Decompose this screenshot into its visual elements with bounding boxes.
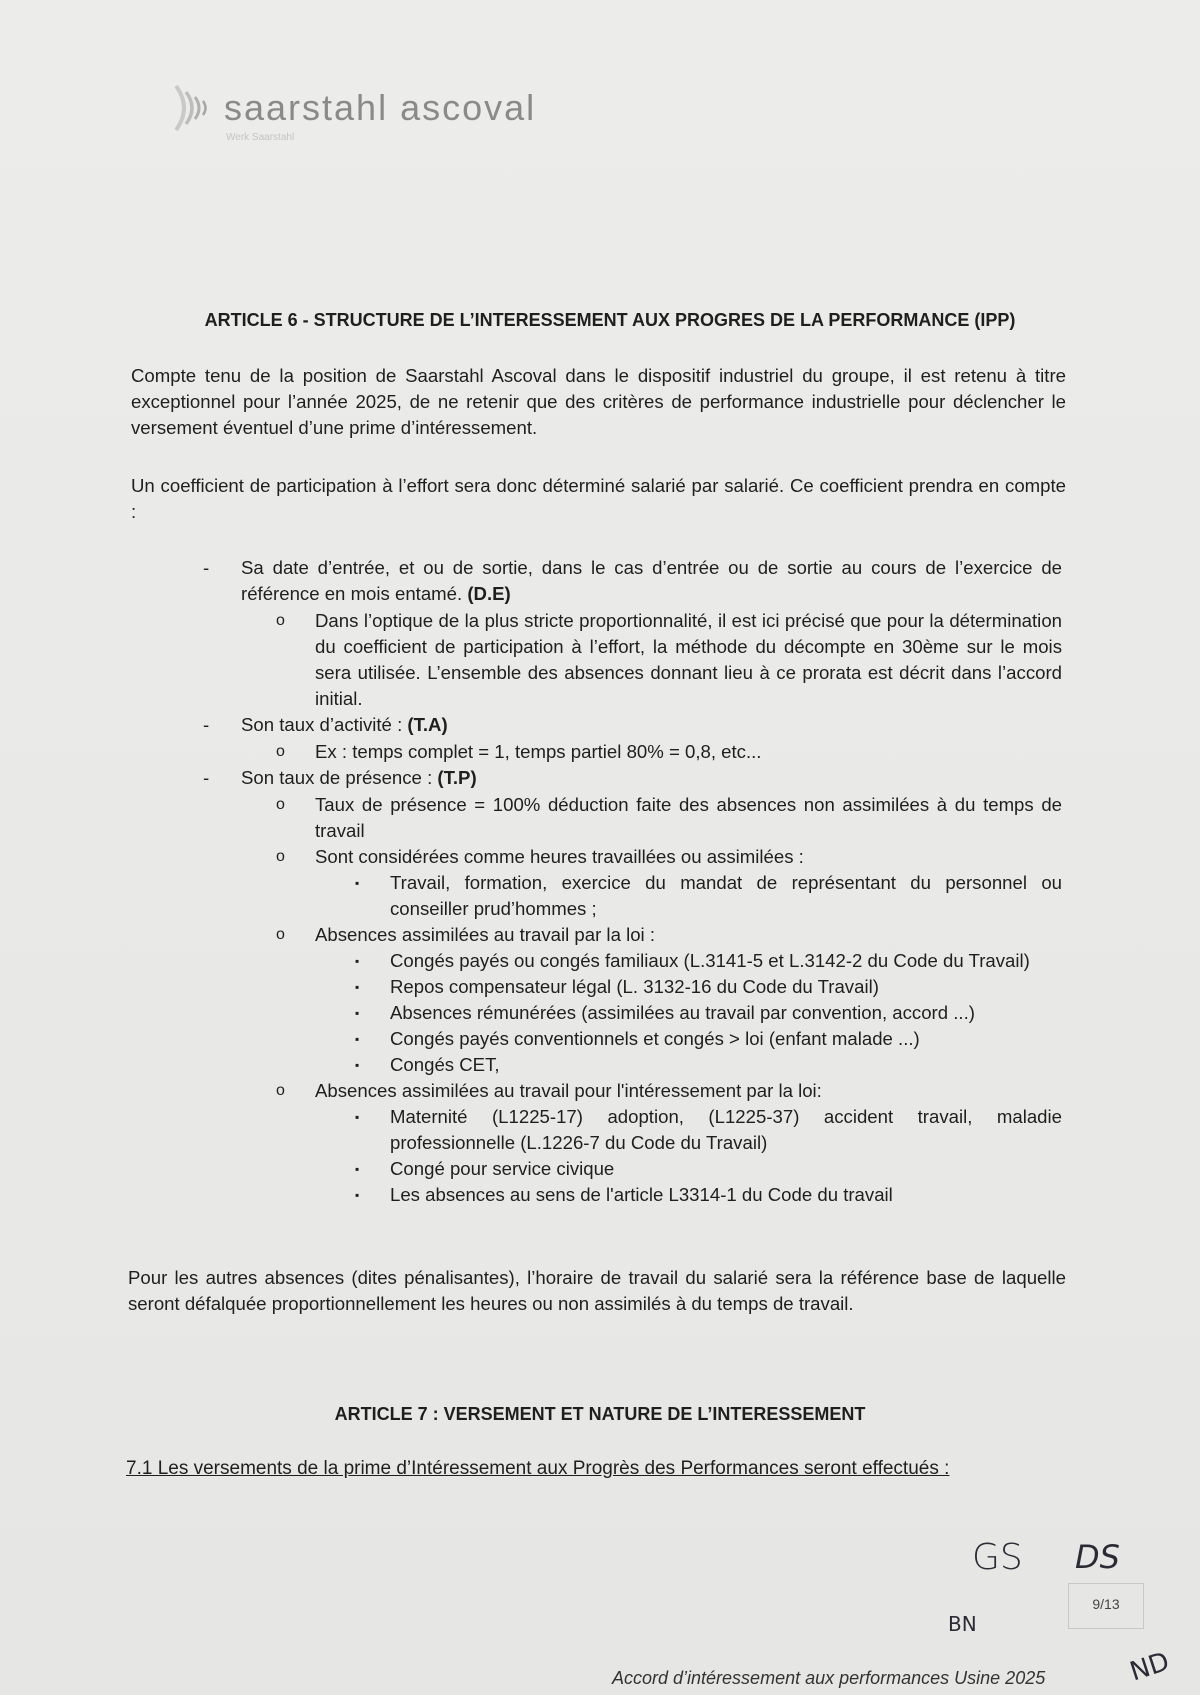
initials-gs-signature: GS bbox=[972, 1537, 1023, 1578]
dash-bullet: - bbox=[203, 557, 210, 578]
list-item: - Sa date d’entrée, et ou de sortie, dans le cas d’entrée ou de sortie au cours de l’exercice de référence en mois entamé. (D.E) bbox=[203, 557, 1062, 604]
circle-bullet: o bbox=[276, 926, 285, 943]
initials-ds-signature: DS bbox=[1075, 1538, 1120, 1576]
square-bullet: ▪ bbox=[355, 1188, 360, 1202]
square-bullet: ▪ bbox=[355, 1058, 360, 1072]
list-item: o Absences assimilées au travail par la loi : bbox=[315, 922, 1062, 948]
dash-bullet: - bbox=[203, 714, 210, 735]
list-item: - Son taux d’activité : (T.A) bbox=[241, 712, 1062, 738]
square-bullet: ▪ bbox=[355, 1006, 360, 1020]
initials-nd-signature: ND bbox=[1126, 1646, 1174, 1688]
list-item: o Ex : temps complet = 1, temps partiel 80% = 0,8, etc... bbox=[315, 739, 1062, 765]
logo-text: saarstahl ascoval bbox=[224, 87, 537, 128]
list-item: ▪ Congé pour service civique bbox=[390, 1156, 1062, 1182]
logo-subtitle: Werk Saarstahl bbox=[226, 132, 295, 143]
article-6-paragraph-2: Un coefficient de participation à l’effort sera donc déterminé salarié par salarié. Ce coefficient prendra en compte : bbox=[131, 475, 1066, 522]
circle-bullet: o bbox=[276, 848, 285, 865]
article-6-paragraph-3: Pour les autres absences (dites pénalisantes), l’horaire de travail du salarié sera la référence base de laquelle seront défalquée proportionnellement les heures ou non assimilés à du temps de travail. bbox=[128, 1267, 1066, 1314]
list-item: ▪ Travail, formation, exercice du mandat de représentant du personnel ou conseiller prud’hommes ; bbox=[355, 872, 1062, 919]
article-6-title: ARTICLE 6 - STRUCTURE DE L’INTERESSEMENT AUX PROGRES DE LA PERFORMANCE (IPP) bbox=[204, 310, 1016, 330]
list-item: - Son taux de présence : (T.P) bbox=[241, 765, 1062, 791]
list-item: o Dans l’optique de la plus stricte proportionnalité, il est ici précisé que pour la détermination du coefficient de participation à l’effort, la méthode du décompte en 30ème sur le mois sera utilisée. L’ensemble des absences donnant lieu à ce prorata est décrit dans l’accord initial. bbox=[276, 610, 1062, 709]
square-bullet: ▪ bbox=[355, 876, 360, 890]
list-item: o Taux de présence = 100% déduction faite des absences non assimilées à du temps de travail bbox=[276, 794, 1062, 841]
list-item: o Sont considérées comme heures travaillées ou assimilées : bbox=[315, 844, 1062, 870]
company-logo bbox=[170, 78, 536, 138]
list-item: ▪ Congés payés conventionnels et congés > loi (enfant malade ...) bbox=[390, 1026, 1062, 1052]
page-number: 9/13 bbox=[1068, 1583, 1144, 1629]
dash-bullet: - bbox=[203, 767, 210, 788]
list-item: ▪ Absences rémunérées (assimilées au travail par convention, accord ...) bbox=[390, 1000, 1062, 1026]
list-item: ▪ Maternité (L1225-17) adoption, (L1225-37) accident travail, maladie professionnelle (L.1226-7 du Code du Travail) bbox=[355, 1106, 1062, 1153]
square-bullet: ▪ bbox=[355, 1162, 360, 1176]
initials-bn-signature: BN bbox=[948, 1612, 977, 1636]
square-bullet: ▪ bbox=[355, 1032, 360, 1046]
article-7-title: ARTICLE 7 : VERSEMENT ET NATURE DE L’INTERESSEMENT bbox=[334, 1404, 866, 1424]
page-footer: Accord d’intéressement aux performances Usine 2025 bbox=[612, 1668, 1046, 1688]
list-item: o Absences assimilées au travail pour l'intéressement par la loi: bbox=[315, 1078, 1062, 1104]
list-item: ▪ Congés payés ou congés familiaux (L.3141-5 et L.3142-2 du Code du Travail) bbox=[390, 948, 1062, 974]
list-item: ▪ Congés CET, bbox=[390, 1052, 1062, 1078]
square-bullet: ▪ bbox=[355, 980, 360, 994]
circle-bullet: o bbox=[276, 1082, 285, 1099]
coefficient-criteria-list bbox=[0, 555, 1200, 1208]
square-bullet: ▪ bbox=[355, 1110, 360, 1124]
article-6-paragraph-1: Compte tenu de la position de Saarstahl Ascoval dans le dispositif industriel du groupe, il est retenu à titre exceptionnel pour l’année 2025, de ne retenir que des critères de performance industrielle pour déclencher le versement éventuel d’une prime d’intéressement. bbox=[131, 365, 1066, 438]
circle-bullet: o bbox=[276, 796, 285, 813]
section-7-1-heading: 7.1 Les versements de la prime d’Intéressement aux Progrès des Performances seront effectués : bbox=[126, 1458, 950, 1479]
square-bullet: ▪ bbox=[355, 954, 360, 968]
list-item: ▪ Les absences au sens de l'article L3314-1 du Code du travail bbox=[390, 1182, 1062, 1208]
circle-bullet: o bbox=[276, 743, 285, 760]
circle-bullet: o bbox=[276, 612, 285, 629]
list-item: ▪ Repos compensateur légal (L. 3132-16 du Code du Travail) bbox=[390, 974, 1062, 1000]
logo-arcs-icon bbox=[170, 78, 218, 138]
